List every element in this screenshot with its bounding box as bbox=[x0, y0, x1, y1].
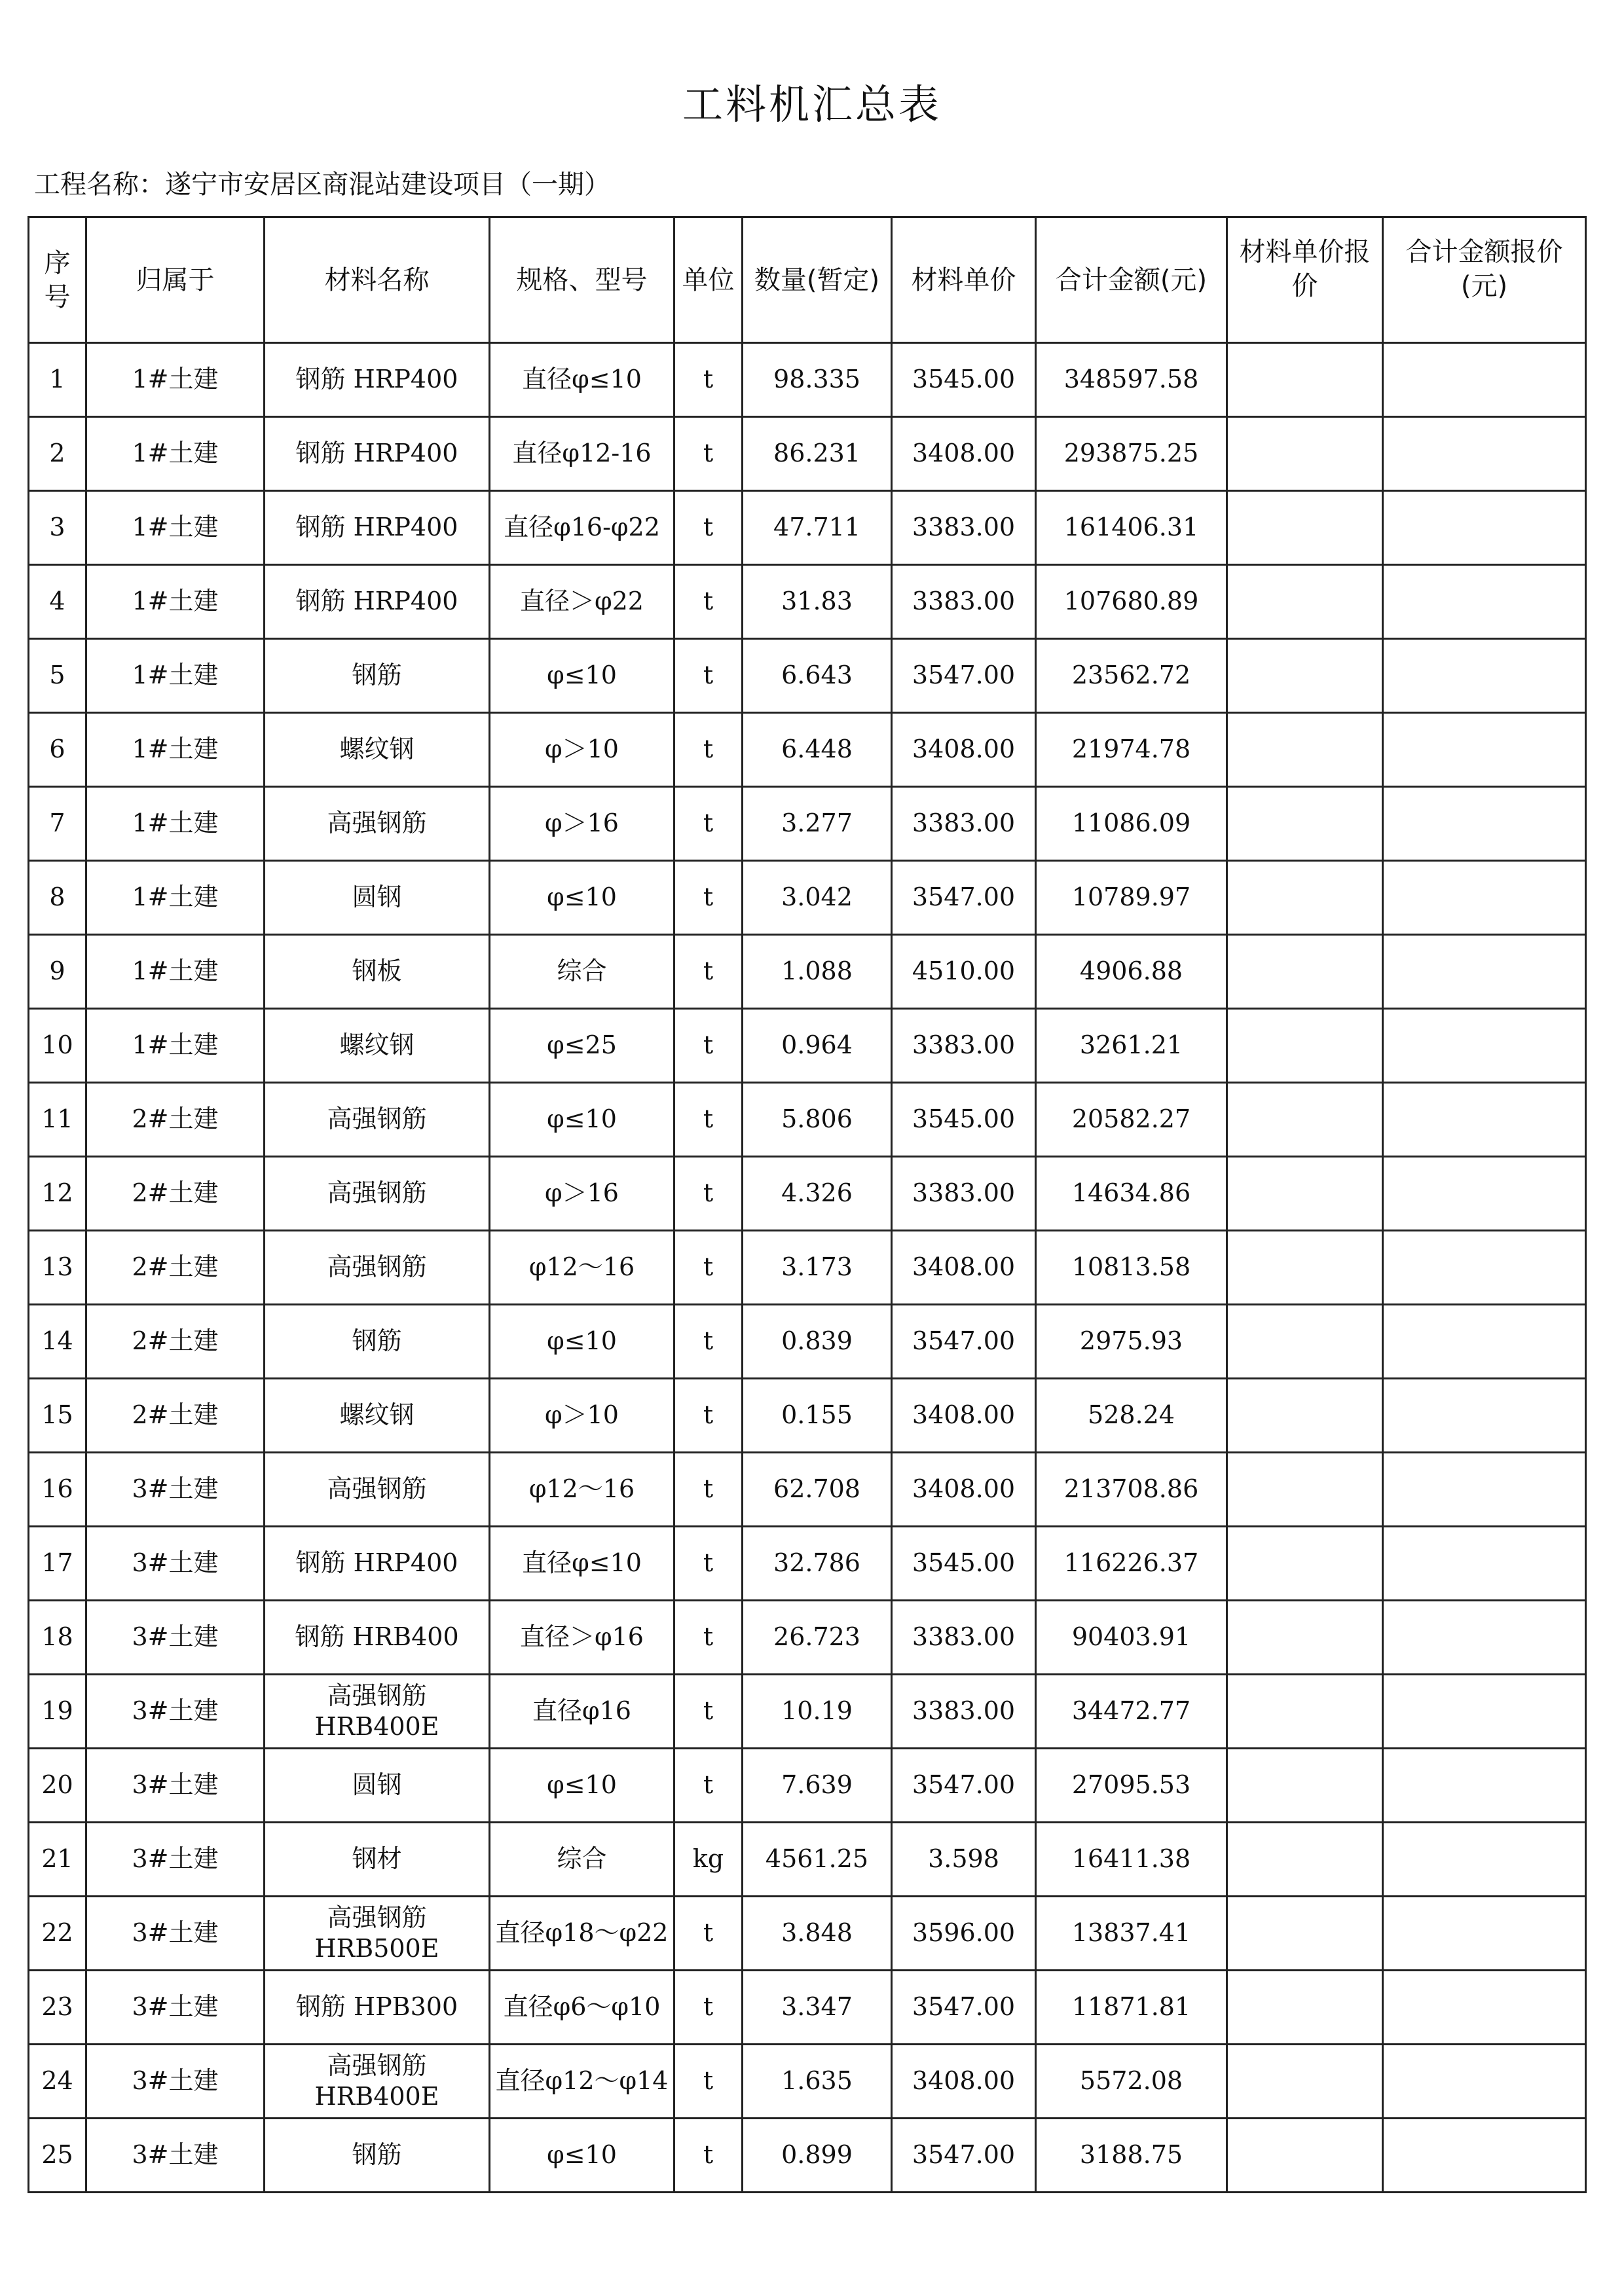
row-spec: φ＞10 bbox=[490, 1379, 674, 1453]
col-header-no: 序号 bbox=[29, 217, 86, 343]
row-belong: 3#土建 bbox=[86, 1527, 265, 1601]
row-quote-total bbox=[1383, 639, 1586, 713]
row-unit: t bbox=[674, 1009, 743, 1083]
row-unit-price: 3545.00 bbox=[892, 1083, 1036, 1157]
row-unit-price: 3408.00 bbox=[892, 2045, 1036, 2119]
row-spec: φ＞16 bbox=[490, 787, 674, 861]
header-row bbox=[29, 217, 1586, 343]
row-quote-total bbox=[1383, 1231, 1586, 1305]
row-quantity: 3.042 bbox=[743, 861, 892, 935]
row-total: 14634.86 bbox=[1036, 1157, 1227, 1231]
col-header-quote-price: 材料单价报价 bbox=[1227, 217, 1383, 343]
row-no: 19 bbox=[29, 1675, 86, 1749]
row-quantity: 1.635 bbox=[743, 2045, 892, 2119]
table-row bbox=[29, 639, 1586, 713]
row-quote-price bbox=[1227, 2119, 1383, 2193]
row-no: 1 bbox=[29, 343, 86, 417]
row-quote-total bbox=[1383, 1305, 1586, 1379]
row-quote-price bbox=[1227, 2045, 1383, 2119]
row-quote-price bbox=[1227, 1009, 1383, 1083]
row-unit-price: 3545.00 bbox=[892, 343, 1036, 417]
table-row bbox=[29, 1379, 1586, 1453]
table-row bbox=[29, 1675, 1586, 1749]
row-unit: t bbox=[674, 2119, 743, 2193]
table-row bbox=[29, 1601, 1586, 1675]
row-quote-total bbox=[1383, 1897, 1586, 1971]
row-spec: 直径φ16-φ22 bbox=[490, 491, 674, 565]
row-unit-price: 3408.00 bbox=[892, 1231, 1036, 1305]
row-belong: 1#土建 bbox=[86, 565, 265, 639]
row-material-name: 钢板 bbox=[265, 935, 490, 1009]
col-header-unit: 单位 bbox=[674, 217, 743, 343]
row-quantity: 86.231 bbox=[743, 417, 892, 491]
row-unit-price: 3547.00 bbox=[892, 1305, 1036, 1379]
col-header-belong: 归属于 bbox=[86, 217, 265, 343]
row-no: 10 bbox=[29, 1009, 86, 1083]
col-header-quote-total: 合计金额报价(元) bbox=[1383, 217, 1586, 343]
row-belong: 1#土建 bbox=[86, 861, 265, 935]
row-quantity: 5.806 bbox=[743, 1083, 892, 1157]
row-quote-total bbox=[1383, 565, 1586, 639]
row-spec: 直径φ16 bbox=[490, 1675, 674, 1749]
row-belong: 3#土建 bbox=[86, 2119, 265, 2193]
row-unit-price: 3383.00 bbox=[892, 565, 1036, 639]
row-quote-price bbox=[1227, 1157, 1383, 1231]
row-quote-total bbox=[1383, 1675, 1586, 1749]
row-total: 13837.41 bbox=[1036, 1897, 1227, 1971]
row-quote-price bbox=[1227, 1527, 1383, 1601]
row-material-name: 高强钢筋 bbox=[265, 1083, 490, 1157]
row-material-name: 圆钢 bbox=[265, 861, 490, 935]
row-spec: 直径φ≤10 bbox=[490, 343, 674, 417]
row-no: 5 bbox=[29, 639, 86, 713]
row-quote-price bbox=[1227, 713, 1383, 787]
row-unit-price: 3408.00 bbox=[892, 1379, 1036, 1453]
row-belong: 3#土建 bbox=[86, 1971, 265, 2045]
row-quote-total bbox=[1383, 1823, 1586, 1897]
row-total: 213708.86 bbox=[1036, 1453, 1227, 1527]
row-material-name: 钢筋 bbox=[265, 639, 490, 713]
row-total: 16411.38 bbox=[1036, 1823, 1227, 1897]
row-spec: 直径φ6～φ10 bbox=[490, 1971, 674, 2045]
row-quantity: 4.326 bbox=[743, 1157, 892, 1231]
row-belong: 1#土建 bbox=[86, 417, 265, 491]
table-row bbox=[29, 1231, 1586, 1305]
row-material-name: 高强钢筋 bbox=[265, 1157, 490, 1231]
row-unit: t bbox=[674, 1971, 743, 2045]
row-no: 13 bbox=[29, 1231, 86, 1305]
table-row bbox=[29, 565, 1586, 639]
row-quote-price bbox=[1227, 1231, 1383, 1305]
table-row bbox=[29, 2119, 1586, 2193]
row-total: 10789.97 bbox=[1036, 861, 1227, 935]
row-quote-price bbox=[1227, 1379, 1383, 1453]
row-belong: 1#土建 bbox=[86, 1009, 265, 1083]
row-unit-price: 3408.00 bbox=[892, 713, 1036, 787]
table-row bbox=[29, 491, 1586, 565]
row-belong: 2#土建 bbox=[86, 1157, 265, 1231]
row-quote-total bbox=[1383, 861, 1586, 935]
row-unit-price: 3383.00 bbox=[892, 491, 1036, 565]
row-quote-total bbox=[1383, 1157, 1586, 1231]
row-material-name: 高强钢筋 HRB400E bbox=[265, 2045, 490, 2119]
row-quantity: 3.173 bbox=[743, 1231, 892, 1305]
row-quantity: 10.19 bbox=[743, 1675, 892, 1749]
row-spec: 直径＞φ16 bbox=[490, 1601, 674, 1675]
row-quote-total bbox=[1383, 1601, 1586, 1675]
row-quote-total bbox=[1383, 1009, 1586, 1083]
row-unit-price: 4510.00 bbox=[892, 935, 1036, 1009]
row-unit: t bbox=[674, 491, 743, 565]
row-unit: t bbox=[674, 2045, 743, 2119]
row-quote-total bbox=[1383, 2045, 1586, 2119]
row-total: 34472.77 bbox=[1036, 1675, 1227, 1749]
row-no: 25 bbox=[29, 2119, 86, 2193]
row-unit-price: 3383.00 bbox=[892, 1675, 1036, 1749]
table-row bbox=[29, 1083, 1586, 1157]
row-belong: 3#土建 bbox=[86, 1453, 265, 1527]
row-total: 528.24 bbox=[1036, 1379, 1227, 1453]
row-unit: kg bbox=[674, 1823, 743, 1897]
row-no: 4 bbox=[29, 565, 86, 639]
row-material-name: 钢筋 HRP400 bbox=[265, 491, 490, 565]
row-unit: t bbox=[674, 1749, 743, 1823]
table-row bbox=[29, 2045, 1586, 2119]
row-no: 16 bbox=[29, 1453, 86, 1527]
table-row bbox=[29, 1305, 1586, 1379]
row-quote-price bbox=[1227, 861, 1383, 935]
row-belong: 2#土建 bbox=[86, 1231, 265, 1305]
row-quantity: 32.786 bbox=[743, 1527, 892, 1601]
row-total: 3261.21 bbox=[1036, 1009, 1227, 1083]
row-quantity: 6.643 bbox=[743, 639, 892, 713]
row-unit: t bbox=[674, 1231, 743, 1305]
row-unit: t bbox=[674, 1897, 743, 1971]
row-material-name: 钢筋 bbox=[265, 2119, 490, 2193]
row-quote-price bbox=[1227, 935, 1383, 1009]
row-quote-price bbox=[1227, 565, 1383, 639]
row-spec: 直径φ12～φ14 bbox=[490, 2045, 674, 2119]
row-belong: 1#土建 bbox=[86, 639, 265, 713]
row-total: 11871.81 bbox=[1036, 1971, 1227, 2045]
page-title: 工料机汇总表 bbox=[682, 81, 942, 128]
row-quote-price bbox=[1227, 1823, 1383, 1897]
row-material-name: 螺纹钢 bbox=[265, 713, 490, 787]
row-unit: t bbox=[674, 1083, 743, 1157]
row-material-name: 圆钢 bbox=[265, 1749, 490, 1823]
row-material-name: 钢筋 HRB400 bbox=[265, 1601, 490, 1675]
table-row bbox=[29, 1897, 1586, 1971]
table-row bbox=[29, 1823, 1586, 1897]
row-unit: t bbox=[674, 1453, 743, 1527]
row-belong: 2#土建 bbox=[86, 1083, 265, 1157]
row-quote-total bbox=[1383, 1527, 1586, 1601]
row-unit: t bbox=[674, 417, 743, 491]
row-quantity: 0.839 bbox=[743, 1305, 892, 1379]
table-row bbox=[29, 1453, 1586, 1527]
row-quote-total bbox=[1383, 417, 1586, 491]
row-material-name: 钢筋 HPB300 bbox=[265, 1971, 490, 2045]
row-quantity: 4561.25 bbox=[743, 1823, 892, 1897]
row-unit: t bbox=[674, 787, 743, 861]
row-unit-price: 3.598 bbox=[892, 1823, 1036, 1897]
row-quantity: 3.848 bbox=[743, 1897, 892, 1971]
row-total: 27095.53 bbox=[1036, 1749, 1227, 1823]
row-quote-price bbox=[1227, 1453, 1383, 1527]
row-material-name: 螺纹钢 bbox=[265, 1379, 490, 1453]
row-total: 11086.09 bbox=[1036, 787, 1227, 861]
row-unit-price: 3547.00 bbox=[892, 1749, 1036, 1823]
row-quote-total bbox=[1383, 343, 1586, 417]
row-total: 20582.27 bbox=[1036, 1083, 1227, 1157]
table-row bbox=[29, 1971, 1586, 2045]
row-quote-total bbox=[1383, 787, 1586, 861]
row-unit: t bbox=[674, 1527, 743, 1601]
row-unit: t bbox=[674, 1305, 743, 1379]
row-belong: 2#土建 bbox=[86, 1305, 265, 1379]
row-quote-total bbox=[1383, 935, 1586, 1009]
row-material-name: 高强钢筋 HRB500E bbox=[265, 1897, 490, 1971]
row-quantity: 26.723 bbox=[743, 1601, 892, 1675]
table-row bbox=[29, 713, 1586, 787]
row-belong: 3#土建 bbox=[86, 1675, 265, 1749]
row-unit-price: 3545.00 bbox=[892, 1527, 1036, 1601]
row-quantity: 6.448 bbox=[743, 713, 892, 787]
row-quote-price bbox=[1227, 639, 1383, 713]
row-no: 12 bbox=[29, 1157, 86, 1231]
row-no: 7 bbox=[29, 787, 86, 861]
row-belong: 2#土建 bbox=[86, 1379, 265, 1453]
row-spec: 直径φ18～φ22 bbox=[490, 1897, 674, 1971]
row-belong: 1#土建 bbox=[86, 713, 265, 787]
row-unit: t bbox=[674, 1601, 743, 1675]
row-material-name: 钢筋 bbox=[265, 1305, 490, 1379]
row-quantity: 62.708 bbox=[743, 1453, 892, 1527]
row-unit: t bbox=[674, 713, 743, 787]
row-material-name: 高强钢筋 bbox=[265, 1453, 490, 1527]
row-belong: 1#土建 bbox=[86, 787, 265, 861]
row-belong: 3#土建 bbox=[86, 1897, 265, 1971]
row-spec: φ≤10 bbox=[490, 1083, 674, 1157]
row-unit: t bbox=[674, 1675, 743, 1749]
row-no: 24 bbox=[29, 2045, 86, 2119]
row-quote-price bbox=[1227, 1675, 1383, 1749]
row-quantity: 1.088 bbox=[743, 935, 892, 1009]
material-summary-table bbox=[28, 216, 1587, 2193]
row-unit: t bbox=[674, 861, 743, 935]
row-quote-price bbox=[1227, 417, 1383, 491]
row-spec: 综合 bbox=[490, 935, 674, 1009]
row-spec: φ≤25 bbox=[490, 1009, 674, 1083]
row-unit-price: 3547.00 bbox=[892, 861, 1036, 935]
table-row bbox=[29, 1749, 1586, 1823]
row-material-name: 钢筋 HRP400 bbox=[265, 1527, 490, 1601]
row-quantity: 0.899 bbox=[743, 2119, 892, 2193]
row-no: 2 bbox=[29, 417, 86, 491]
row-no: 14 bbox=[29, 1305, 86, 1379]
row-no: 3 bbox=[29, 491, 86, 565]
row-total: 3188.75 bbox=[1036, 2119, 1227, 2193]
col-header-price: 材料单价 bbox=[892, 217, 1036, 343]
row-unit-price: 3383.00 bbox=[892, 1157, 1036, 1231]
row-no: 6 bbox=[29, 713, 86, 787]
row-spec: φ≤10 bbox=[490, 639, 674, 713]
row-no: 11 bbox=[29, 1083, 86, 1157]
row-unit-price: 3383.00 bbox=[892, 787, 1036, 861]
row-quantity: 47.711 bbox=[743, 491, 892, 565]
row-quantity: 3.277 bbox=[743, 787, 892, 861]
row-quote-total bbox=[1383, 1083, 1586, 1157]
row-spec: φ≤10 bbox=[490, 2119, 674, 2193]
row-quote-price bbox=[1227, 1749, 1383, 1823]
row-quantity: 31.83 bbox=[743, 565, 892, 639]
row-spec: 直径φ≤10 bbox=[490, 1527, 674, 1601]
row-total: 107680.89 bbox=[1036, 565, 1227, 639]
row-no: 20 bbox=[29, 1749, 86, 1823]
row-quote-price bbox=[1227, 343, 1383, 417]
row-belong: 1#土建 bbox=[86, 935, 265, 1009]
col-header-spec: 规格、型号 bbox=[490, 217, 674, 343]
row-material-name: 高强钢筋 HRB400E bbox=[265, 1675, 490, 1749]
row-unit-price: 3596.00 bbox=[892, 1897, 1036, 1971]
row-unit: t bbox=[674, 1157, 743, 1231]
row-spec: φ＞10 bbox=[490, 713, 674, 787]
row-quote-price bbox=[1227, 491, 1383, 565]
row-no: 17 bbox=[29, 1527, 86, 1601]
row-unit: t bbox=[674, 343, 743, 417]
row-quote-total bbox=[1383, 1453, 1586, 1527]
row-material-name: 高强钢筋 bbox=[265, 787, 490, 861]
row-spec: φ＞16 bbox=[490, 1157, 674, 1231]
row-quote-price bbox=[1227, 1971, 1383, 2045]
row-quantity: 3.347 bbox=[743, 1971, 892, 2045]
row-unit: t bbox=[674, 1379, 743, 1453]
col-header-name: 材料名称 bbox=[265, 217, 490, 343]
col-header-total: 合计金额(元) bbox=[1036, 217, 1227, 343]
row-quantity: 98.335 bbox=[743, 343, 892, 417]
row-total: 23562.72 bbox=[1036, 639, 1227, 713]
row-spec: φ12～16 bbox=[490, 1453, 674, 1527]
row-spec: φ≤10 bbox=[490, 861, 674, 935]
row-material-name: 钢材 bbox=[265, 1823, 490, 1897]
row-unit: t bbox=[674, 935, 743, 1009]
row-quantity: 0.964 bbox=[743, 1009, 892, 1083]
project-name: 工程名称：遂宁市安居区商混站建设项目（一期） bbox=[34, 170, 610, 200]
row-unit: t bbox=[674, 565, 743, 639]
row-material-name: 钢筋 HRP400 bbox=[265, 417, 490, 491]
row-quote-price bbox=[1227, 1601, 1383, 1675]
row-spec: φ≤10 bbox=[490, 1749, 674, 1823]
table-row bbox=[29, 343, 1586, 417]
row-quote-price bbox=[1227, 787, 1383, 861]
row-quote-price bbox=[1227, 1083, 1383, 1157]
row-belong: 3#土建 bbox=[86, 1601, 265, 1675]
row-material-name: 螺纹钢 bbox=[265, 1009, 490, 1083]
table-row bbox=[29, 1009, 1586, 1083]
table-row bbox=[29, 787, 1586, 861]
row-no: 23 bbox=[29, 1971, 86, 2045]
table-row bbox=[29, 1527, 1586, 1601]
row-total: 293875.25 bbox=[1036, 417, 1227, 491]
row-total: 5572.08 bbox=[1036, 2045, 1227, 2119]
row-spec: φ12～16 bbox=[490, 1231, 674, 1305]
row-quote-total bbox=[1383, 2119, 1586, 2193]
row-quote-total bbox=[1383, 1379, 1586, 1453]
row-quantity: 7.639 bbox=[743, 1749, 892, 1823]
row-belong: 3#土建 bbox=[86, 1823, 265, 1897]
row-quote-total bbox=[1383, 1971, 1586, 2045]
row-no: 8 bbox=[29, 861, 86, 935]
row-total: 161406.31 bbox=[1036, 491, 1227, 565]
row-spec: 直径＞φ22 bbox=[490, 565, 674, 639]
row-no: 9 bbox=[29, 935, 86, 1009]
row-no: 21 bbox=[29, 1823, 86, 1897]
row-material-name: 钢筋 HRP400 bbox=[265, 343, 490, 417]
row-total: 21974.78 bbox=[1036, 713, 1227, 787]
row-quote-price bbox=[1227, 1305, 1383, 1379]
row-belong: 3#土建 bbox=[86, 1749, 265, 1823]
row-belong: 3#土建 bbox=[86, 2045, 265, 2119]
table-row bbox=[29, 935, 1586, 1009]
row-quote-total bbox=[1383, 1749, 1586, 1823]
row-unit: t bbox=[674, 639, 743, 713]
row-belong: 1#土建 bbox=[86, 343, 265, 417]
row-belong: 1#土建 bbox=[86, 491, 265, 565]
row-total: 348597.58 bbox=[1036, 343, 1227, 417]
row-unit-price: 3547.00 bbox=[892, 2119, 1036, 2193]
row-spec: 直径φ12-16 bbox=[490, 417, 674, 491]
row-spec: φ≤10 bbox=[490, 1305, 674, 1379]
row-no: 18 bbox=[29, 1601, 86, 1675]
row-material-name: 高强钢筋 bbox=[265, 1231, 490, 1305]
row-total: 4906.88 bbox=[1036, 935, 1227, 1009]
row-material-name: 钢筋 HRP400 bbox=[265, 565, 490, 639]
table-row bbox=[29, 1157, 1586, 1231]
row-quantity: 0.155 bbox=[743, 1379, 892, 1453]
row-unit-price: 3408.00 bbox=[892, 1453, 1036, 1527]
row-quote-price bbox=[1227, 1897, 1383, 1971]
row-no: 22 bbox=[29, 1897, 86, 1971]
row-total: 2975.93 bbox=[1036, 1305, 1227, 1379]
col-header-qty: 数量(暂定) bbox=[743, 217, 892, 343]
table-row bbox=[29, 417, 1586, 491]
row-unit-price: 3383.00 bbox=[892, 1009, 1036, 1083]
row-total: 116226.37 bbox=[1036, 1527, 1227, 1601]
row-no: 15 bbox=[29, 1379, 86, 1453]
table-row bbox=[29, 861, 1586, 935]
row-quote-total bbox=[1383, 491, 1586, 565]
row-unit-price: 3547.00 bbox=[892, 639, 1036, 713]
row-unit-price: 3408.00 bbox=[892, 417, 1036, 491]
row-spec: 综合 bbox=[490, 1823, 674, 1897]
row-unit-price: 3383.00 bbox=[892, 1601, 1036, 1675]
row-total: 10813.58 bbox=[1036, 1231, 1227, 1305]
row-unit-price: 3547.00 bbox=[892, 1971, 1036, 2045]
row-total: 90403.91 bbox=[1036, 1601, 1227, 1675]
row-quote-total bbox=[1383, 713, 1586, 787]
